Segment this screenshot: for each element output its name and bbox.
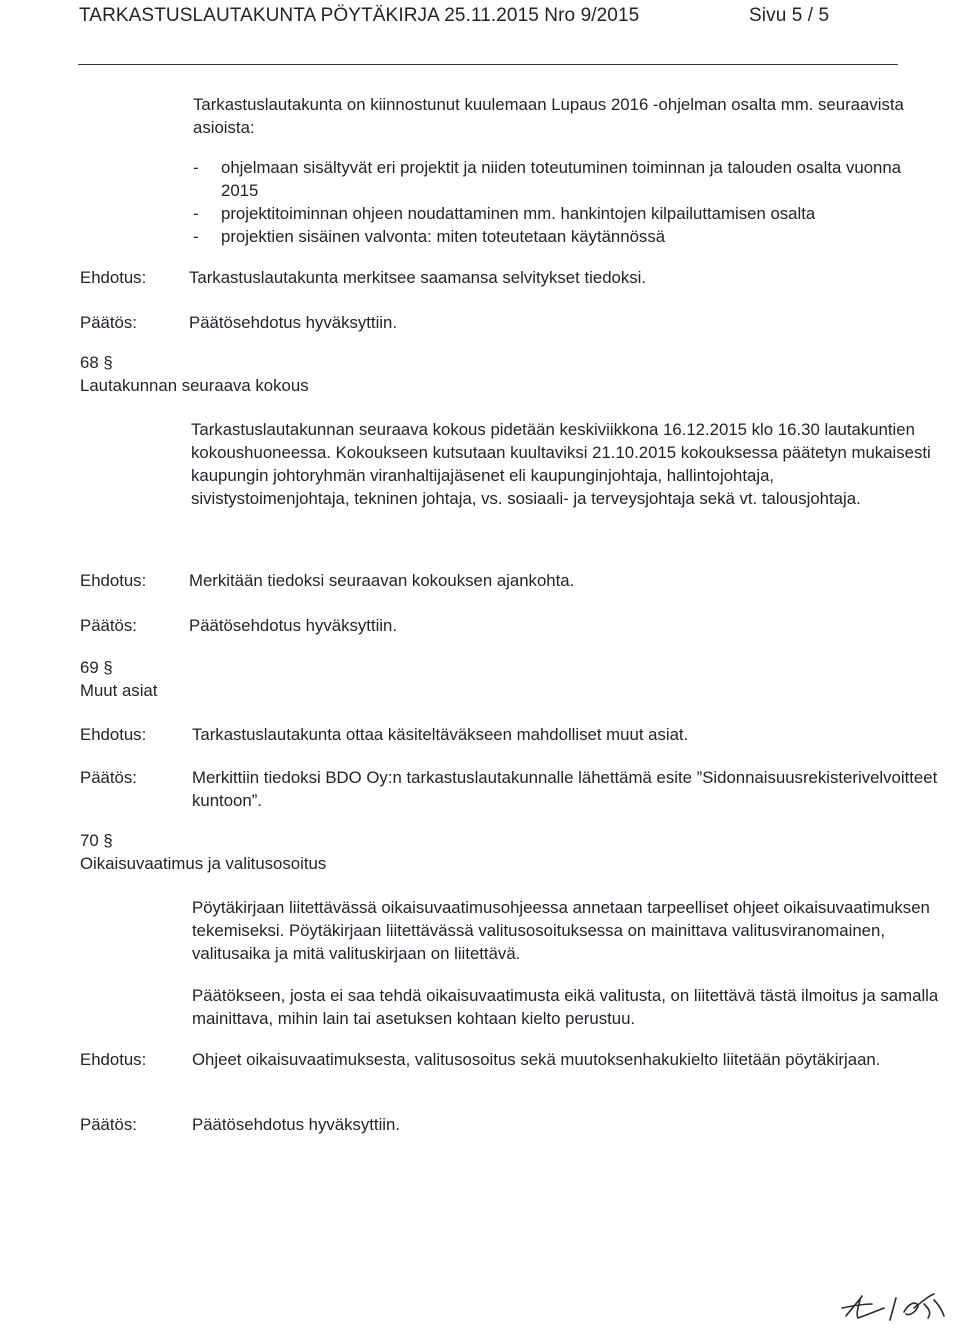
intro-text: Tarkastuslautakunta on kiinnostunut kuulemaan Lupaus 2016 -ohjelman osalta mm. seuraavista asioista: [193, 95, 904, 137]
ehdotus-label: Ehdotus: [80, 268, 147, 287]
intro-bullet-list [193, 156, 903, 248]
ehdotus-text: Merkitään tiedoksi seuraavan kokouksen ajankohta. [189, 571, 575, 590]
page-number: Sivu 5 / 5 [749, 5, 830, 26]
list-item: - projektien sisäinen valvonta: miten toteutetaan käytännössä [193, 225, 903, 248]
paatos-label: Päätös: [80, 768, 137, 787]
section-70-paragraph-2: Päätökseen, josta ei saa tehdä oikaisuvaatimusta eikä valitusta, on liitettävä tästä ilmoitus ja samalla mainittava, mihin lain tai asetuksen kohtaan kielto perustuu. [192, 986, 939, 1028]
header-divider [78, 64, 898, 65]
paatos-text: Päätösehdotus hyväksyttiin. [189, 313, 398, 332]
paatos-text: Merkittiin tiedoksi BDO Oy:n tarkastuslautakunnalle lähettämä esite ”Sidonnaisuusrekisterivelvoitteet kuntoon”. [192, 768, 938, 810]
section-69-title: Muut asiat [80, 681, 158, 700]
paatos-label: Päätös: [80, 1115, 137, 1134]
handwritten-initials-signature [838, 1282, 950, 1324]
section-68-text: Tarkastuslautakunnan seuraava kokous pidetään keskiviikkona 16.12.2015 klo 16.30 lautakuntien kokoushuoneessa. Kokoukseen kutsutaan kuultaviksi 21.10.2015 kokouksessa päätetyn mukaisesti kaupungin johtoryhmän viranhaltijajäsenet eli kaupunginjohtaja, hallintojohtaja, sivistystoimenjohtaja, tekninen johtaja, vs. sosiaali- ja terveysjohtaja sekä vt. talousjohtaja. [191, 420, 931, 508]
section-70-number: 70 § [80, 831, 113, 850]
section-68-title: Lautakunnan seuraava kokous [80, 376, 309, 395]
ehdotus-text: Tarkastuslautakunta merkitsee saamansa selvitykset tiedoksi. [189, 268, 647, 287]
ehdotus-label: Ehdotus: [80, 725, 147, 744]
paatos-label: Päätös: [80, 616, 137, 635]
paatos-text: Päätösehdotus hyväksyttiin. [189, 616, 398, 635]
paatos-label: Päätös: [80, 313, 137, 332]
section-69-number: 69 § [80, 658, 113, 677]
document-title: TARKASTUSLAUTAKUNTA PÖYTÄKIRJA 25.11.2015 Nro 9/2015 [79, 5, 640, 26]
ehdotus-text: Ohjeet oikaisuvaatimuksesta, valitusosoitus sekä muutoksenhakukielto liitetään pöytäkirjaan. [192, 1050, 881, 1069]
section-68-number: 68 § [80, 353, 113, 372]
list-item: - ohjelmaan sisältyvät eri projektit ja niiden toteutuminen toiminnan ja talouden osalta vuonna 2015 [193, 156, 903, 202]
ehdotus-label: Ehdotus: [80, 571, 147, 590]
ehdotus-text: Tarkastuslautakunta ottaa käsiteltäväkseen mahdolliset muut asiat. [192, 725, 689, 744]
ehdotus-label: Ehdotus: [80, 1050, 147, 1069]
section-70-paragraph-1: Pöytäkirjaan liitettävässä oikaisuvaatimusohjeessa annetaan tarpeelliset ohjeet oikaisuvaatimuksen tekemiseksi. Pöytäkirjaan liitettävässä valitusosoituksessa on mainittava valitusviranomainen, valitusaika ja mitä valituskirjaan on liitettävä. [192, 898, 930, 963]
paatos-text: Päätösehdotus hyväksyttiin. [192, 1115, 401, 1134]
list-item: - projektitoiminnan ohjeen noudattaminen mm. hankintojen kilpailuttamisen osalta [193, 202, 903, 225]
section-70-title: Oikaisuvaatimus ja valitusosoitus [80, 854, 327, 873]
